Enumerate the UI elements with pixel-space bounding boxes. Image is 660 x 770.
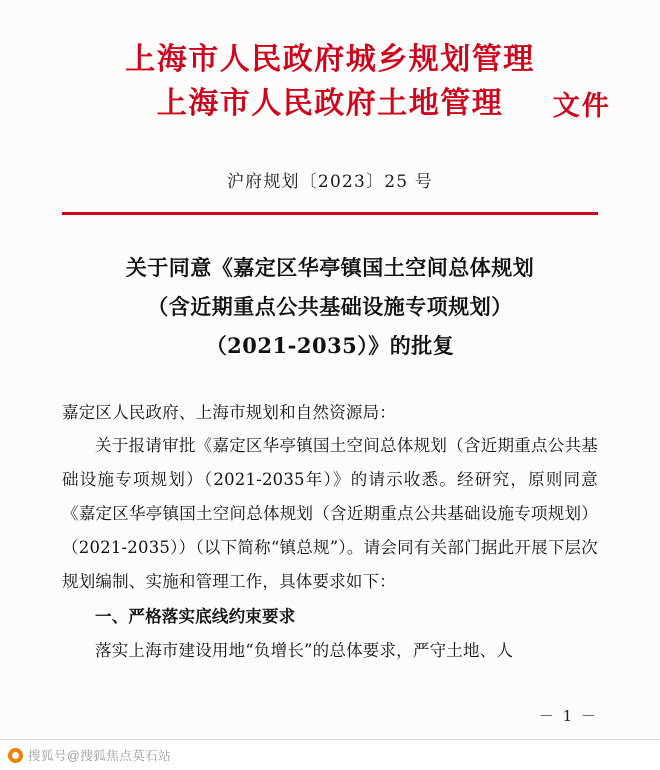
body-paragraph-2: 落实上海市建设用地“负增长”的总体要求，严守土地、人: [95, 641, 514, 661]
document-title: [62, 249, 598, 366]
addressee-line: 嘉定区人民政府、上海市规划和自然资源局：: [62, 402, 396, 422]
masthead-line-1: 上海市人民政府城乡规划管理: [125, 42, 535, 77]
watermark-bar: [0, 740, 660, 770]
title-line-3: （2021-2035）》的批复: [205, 332, 455, 358]
page-number: － 1 －: [538, 707, 598, 725]
title-line-2: （含近期重点公共基础设施专项规划）: [147, 293, 513, 319]
sohu-logo-icon: [8, 748, 23, 763]
masthead: [62, 0, 611, 125]
red-divider-rule: [62, 212, 598, 215]
document-body: [62, 396, 598, 669]
masthead-suffix: 文件: [552, 91, 611, 122]
watermark-label: 搜狐号@搜狐焦点莫石站: [28, 749, 172, 763]
body-subheading-1: 一、严格落实底线约束要求: [95, 607, 296, 627]
document-number: 沪府规划〔2023〕25 号: [226, 172, 434, 192]
masthead-lines: [125, 38, 611, 125]
body-paragraph-1: 关于报请审批《嘉定区华亭镇国土空间总体规划（含近期重点公共基础设施专项规划）（2021-2035年）》的请示收悉。经研究，原则同意《嘉定区华亭镇国土空间总体规划（含近期重点公共基础设施专项规划）（2021-2035））（以下简称“镇总规”）。请会同有关部门据此开展下层次规划编制、实施和管理工作，具体要求如下：: [62, 436, 598, 591]
title-line-1: 关于同意《嘉定区华亭镇国土空间总体规划: [125, 255, 535, 280]
masthead-line-2: 上海市人民政府土地管理: [156, 85, 504, 121]
